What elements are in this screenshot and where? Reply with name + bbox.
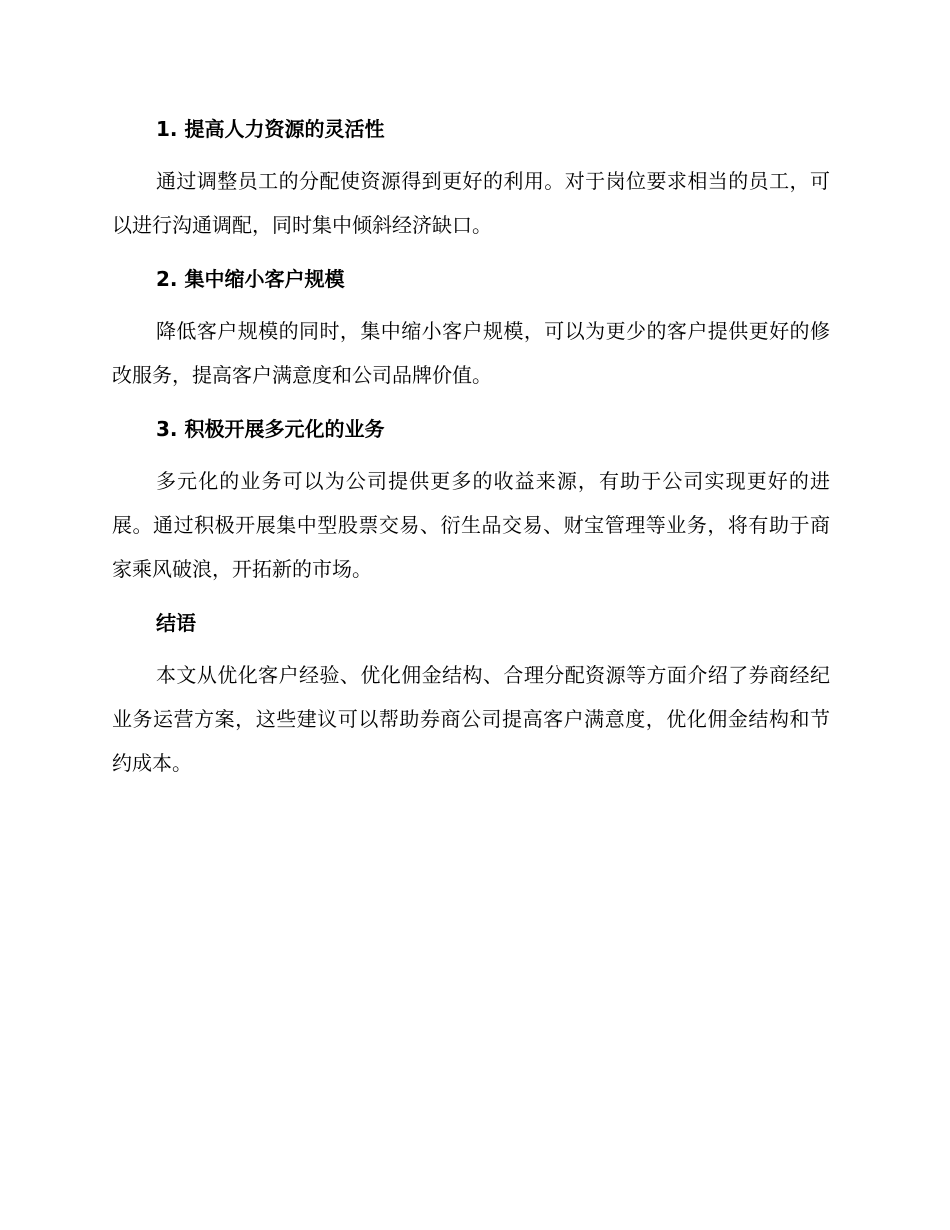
section-heading-client-scale: 2. 集中缩小客户规模: [156, 267, 345, 291]
section-paragraph-client-scale: 降低客户规模的同时，集中缩小客户规模，可以为更少的客户提供更好的修改服务，提高客户满意度和公司品牌价值。: [112, 319, 830, 387]
document-body: [112, 112, 830, 785]
section-paragraph-hr-flexibility: 通过调整员工的分配使资源得到更好的利用。对于岗位要求相当的员工，可以进行沟通调配，同时集中倾斜经济缺口。: [112, 169, 830, 237]
section-heading-hr-flexibility: 1. 提高人力资源的灵活性: [156, 117, 385, 141]
section-heading-conclusion: 结语: [156, 611, 196, 635]
section-heading-diversified-business: 3. 积极开展多元化的业务: [156, 417, 385, 441]
section-paragraph-diversified-business: 多元化的业务可以为公司提供更多的收益来源，有助于公司实现更好的进展。通过积极开展集中型股票交易、衍生品交易、财宝管理等业务，将有助于商家乘风破浪，开拓新的市场。: [112, 469, 830, 581]
section-paragraph-conclusion: 本文从优化客户经验、优化佣金结构、合理分配资源等方面介绍了券商经纪业务运营方案，这些建议可以帮助券商公司提高客户满意度，优化佣金结构和节约成本。: [112, 663, 830, 775]
